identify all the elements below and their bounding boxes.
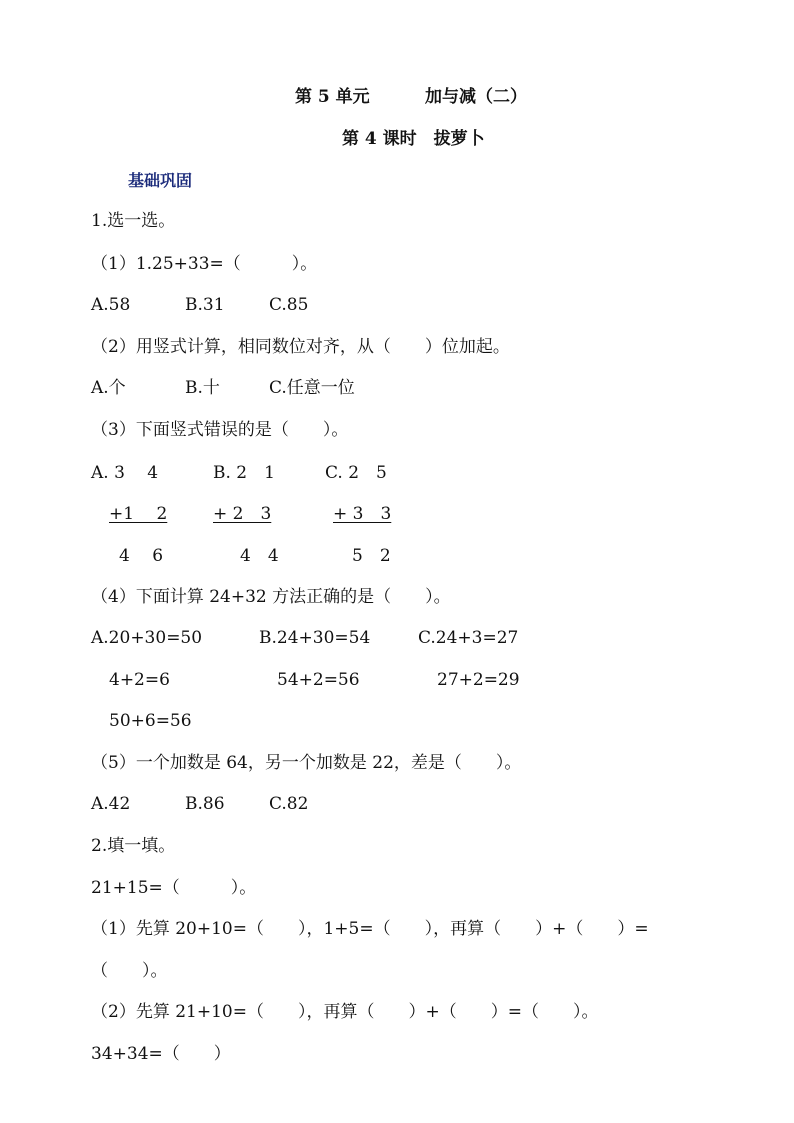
q2-title: 2.填一填。	[91, 836, 176, 856]
q1-1-option-a: A.58	[91, 295, 131, 315]
q1-2-question: （2）用竖式计算，相同数位对齐，从（ ）位加起。	[91, 337, 510, 357]
q2-equation-2: 34+34=（ ）	[91, 1044, 231, 1064]
q1-2-option-a: A.个	[91, 378, 126, 398]
q1-1-option-c: C.85	[269, 295, 309, 315]
q1-3-b-bot: 4 4	[240, 546, 279, 566]
q1-4-b-line1: B.24+30=54	[259, 628, 371, 648]
unit-title: 加与减（二）	[425, 87, 527, 107]
q1-3-question: （3）下面竖式错误的是（ ）。	[91, 420, 349, 440]
q1-4-question: （4）下面计算 24+32 方法正确的是（ ）。	[91, 587, 451, 607]
q2-step-1-cont: （ ）。	[91, 961, 168, 981]
q1-4-a-line1: A.20+30=50	[91, 628, 203, 648]
q1-3-b-top: B. 2 1	[213, 463, 275, 483]
q1-4-c-line1: C.24+3=27	[418, 628, 519, 648]
q1-3-c-top: C. 2 5	[325, 463, 387, 483]
q1-5-question: （5）一个加数是 64，另一个加数是 22，差是（ ）。	[91, 753, 522, 773]
q1-3-b-mid: + 2 3	[213, 504, 272, 524]
q1-1-option-b: B.31	[185, 295, 225, 315]
unit-label: 第 5 单元	[295, 87, 370, 107]
q1-4-b-line2: 54+2=56	[277, 670, 360, 690]
q1-title: 1.选一选。	[91, 211, 176, 231]
q1-5-option-c: C.82	[269, 794, 309, 814]
section-heading: 基础巩固	[128, 171, 193, 190]
q1-5-option-a: A.42	[91, 794, 131, 814]
q1-5-option-b: B.86	[185, 794, 225, 814]
q1-3-a-mid: +1 2	[109, 504, 168, 524]
q1-4-c-line2: 27+2=29	[437, 670, 520, 690]
q1-3-a-bot: 4 6	[119, 546, 164, 566]
q2-step-1: （1）先算 20+10=（ ），1+5=（ ），再算（ ）+（ ）=	[91, 919, 649, 939]
q1-4-a-line2: 4+2=6	[109, 670, 170, 690]
q1-2-option-c: C.任意一位	[269, 378, 355, 398]
q1-3-c-mid: + 3 3	[333, 504, 392, 524]
q1-1-question: （1）1.25+33=（ ）。	[91, 254, 318, 274]
q1-2-option-b: B.十	[185, 378, 220, 398]
q1-3-a-top: A. 3 4	[91, 463, 159, 483]
q1-3-c-bot: 5 2	[352, 546, 391, 566]
q2-equation-1: 21+15=（ ）。	[91, 878, 257, 898]
lesson-title: 第 4 课时 拔萝卜	[342, 129, 485, 149]
q2-step-2: （2）先算 21+10=（ ），再算（ ）+（ ）=（ ）。	[91, 1002, 599, 1022]
q1-4-a-line3: 50+6=56	[109, 711, 192, 731]
